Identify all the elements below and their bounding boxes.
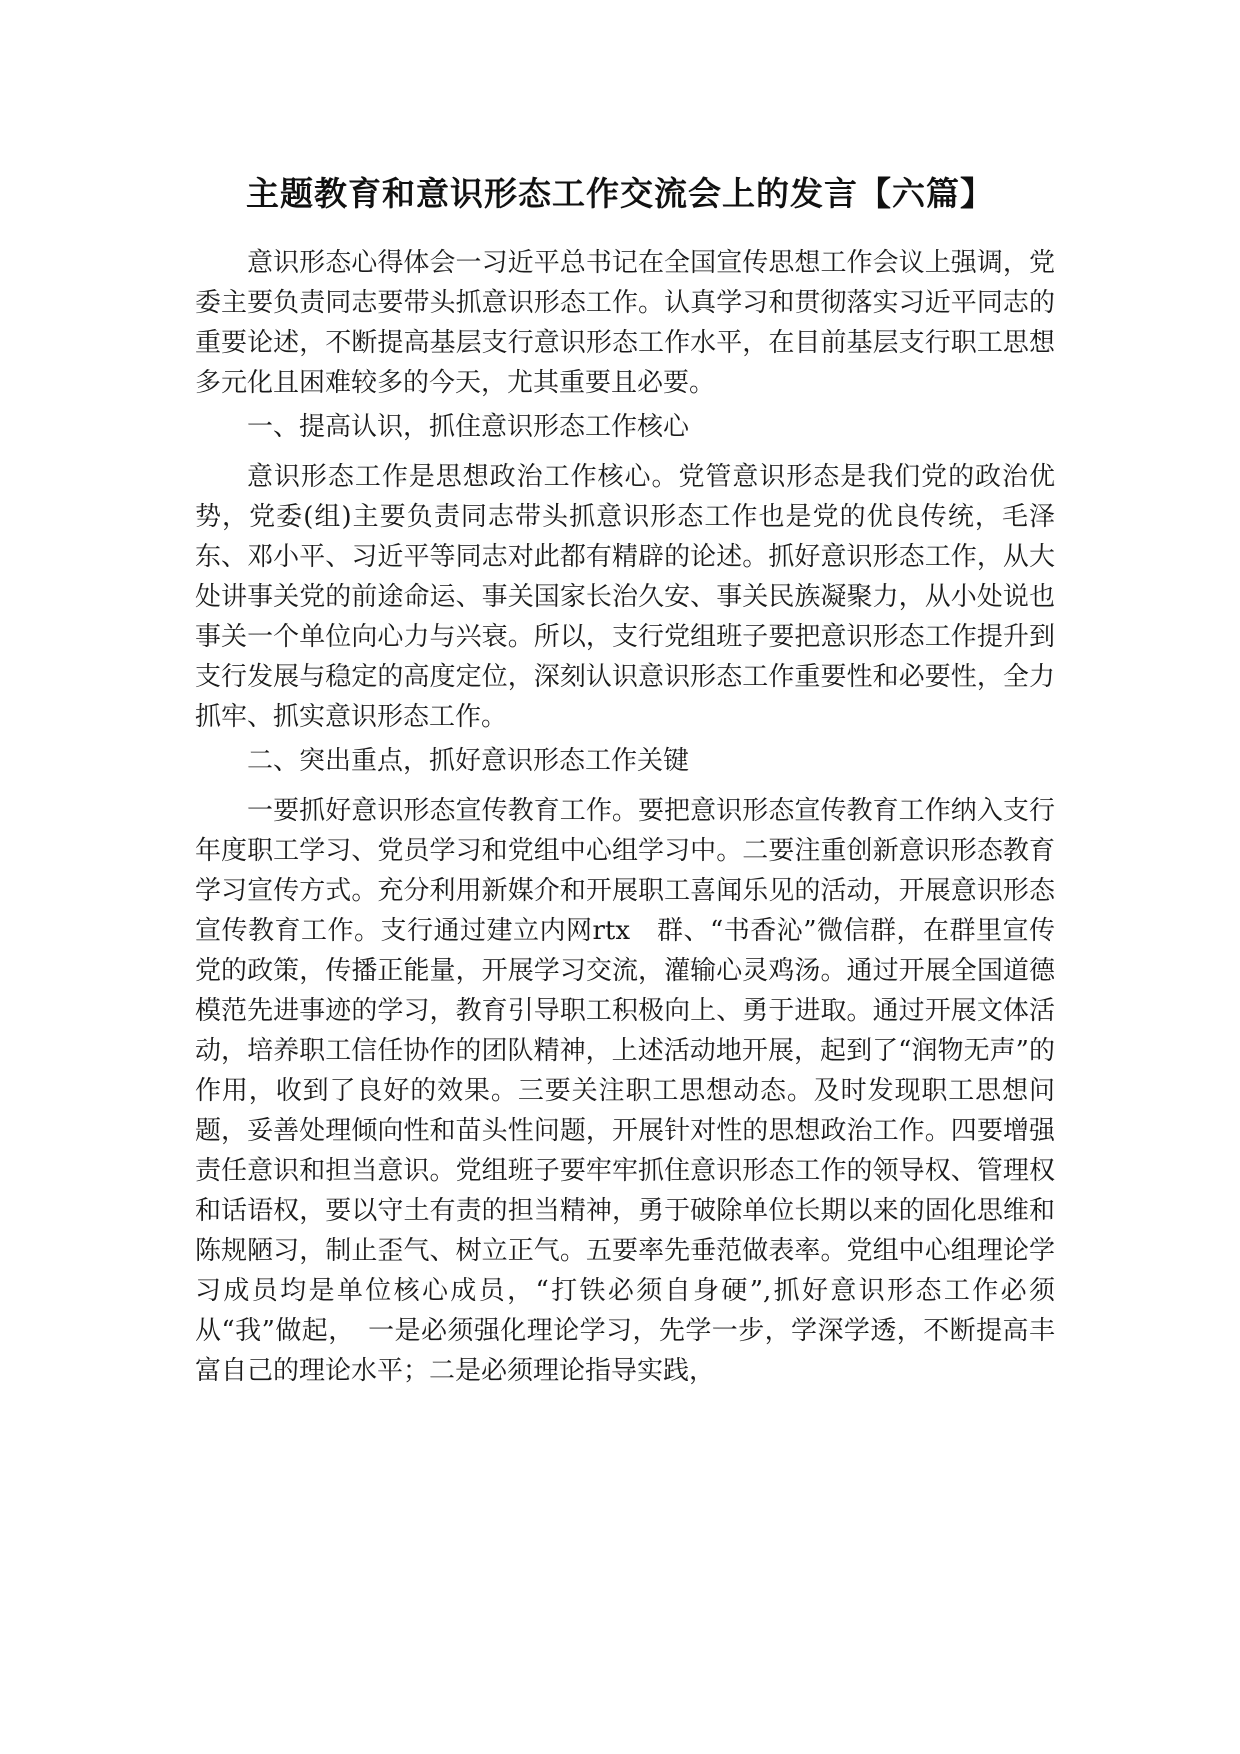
paragraph-intro: 意识形态心得体会一习近平总书记在全国宣传思想工作会议上强调，党委主要负责同志要带头抓意识形态工作。认真学习和贯彻落实习近平同志的重要论述，不断提高基层支行意识形态工作水平，在目前基层支行职工思想多元化且困难较多的今天，尤其重要且必要。 (195, 248, 1055, 398)
document-title: 主题教育和意识形态工作交流会上的发言【六篇】 (246, 174, 994, 214)
paragraph-section-1: 意识形态工作是思想政治工作核心。党管意识形态是我们党的政治优势，党委(组)主要负责同志带头抓意识形态工作也是党的优良传统，毛泽东、邓小平、习近平等同志对此都有精辟的论述。抓好意识形态工作，从大处讲事关党的前途命运、事关国家长治久安、事关民族凝聚力，从小处说也事关一个单位向心力与兴衰。所以，支行党组班子要把意识形态工作提升到支行发展与稳定的高度定位，深刻认识意识形态工作重要性和必要性，全力抓牢、抓实意识形态工作。 (195, 462, 1055, 732)
section-heading-2: 二、突出重点，抓好意识形态工作关键 (247, 746, 690, 776)
paragraph-section-2: 一要抓好意识形态宣传教育工作。要把意识形态宣传教育工作纳入支行年度职工学习、党员学习和党组中心组学习中。二要注重创新意识形态教育学习宣传方式。充分利用新媒介和开展职工喜闻乐见的活动，开展意识形态宣传教育工作。支行通过建立内网rtx 群、“书香沁”微信群，在群里宣传党的政策，传播正能量，开展学习交流，灌输心灵鸡汤。通过开展全国道德模范先进事迹的学习，教育引导职工积极向上、勇于进取。通过开展文体活动，培养职工信任协作的团队精神，上述活动地开展，起到了“润物无声”的作用，收到了良好的效果。三要关注职工思想动态。及时发现职工思想问题，妥善处理倾向性和苗头性问题，开展针对性的思想政治工作。四要增强责任意识和担当意识。党组班子要牢牢抓住意识形态工作的领导权、管理权和话语权，要以守土有责的担当精神，勇于破除单位长期以来的固化思维和陈规陋习，制止歪气、树立正气。五要率先垂范做表率。党组中心组理论学习成员均是单位核心成员，“打铁必须自身硬”,抓好意识形态工作必须从“我”做起， 一是必须强化理论学习，先学一步，学深学透，不断提高丰富自己的理论水平；二是必须理论指导实践， (195, 796, 1055, 1386)
section-heading-1: 一、提高认识，抓住意识形态工作核心 (247, 412, 690, 442)
document-body (195, 243, 1055, 1395)
